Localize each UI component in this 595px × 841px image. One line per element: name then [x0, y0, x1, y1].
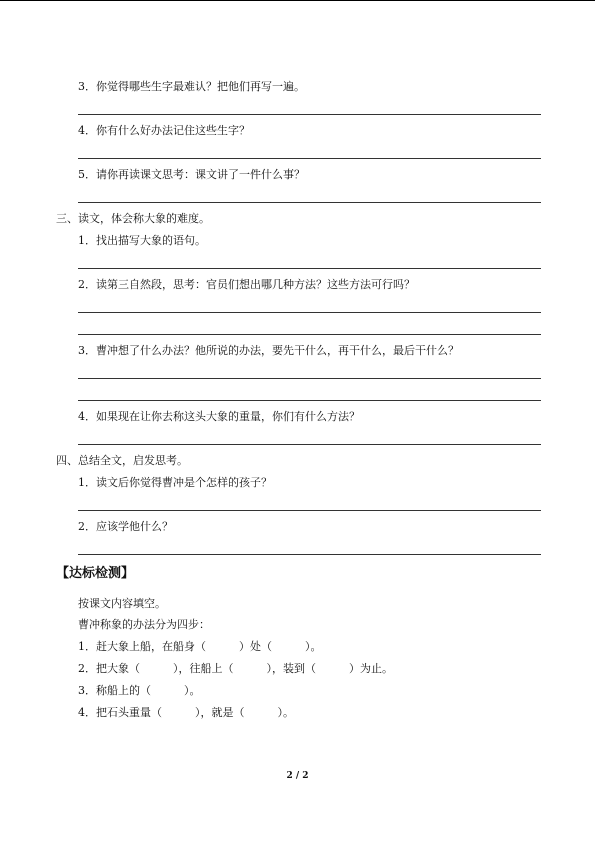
- question-3: 3．你觉得哪些生字最难认？把他们再写一遍。: [78, 80, 305, 93]
- part-4-question-1: 1．读文后你觉得曹冲是个怎样的孩子？: [78, 476, 272, 489]
- part-4-title: 四、总结全文，启发思考。: [56, 454, 188, 467]
- page-number: 2 / 2: [286, 771, 309, 781]
- part-3-question-2: 2．读第三自然段，思考：官员们想出哪几种方法？这些方法可行吗？: [78, 278, 415, 291]
- top-border: [0, 0, 595, 1]
- answer-line[interactable]: [78, 378, 541, 379]
- answer-line[interactable]: [78, 334, 541, 335]
- part-3-question-1: 1．找出描写大象的语句。: [78, 234, 206, 247]
- answer-line[interactable]: [78, 554, 541, 555]
- answer-line[interactable]: [78, 400, 541, 401]
- answer-line[interactable]: [78, 114, 541, 115]
- answer-line[interactable]: [78, 268, 541, 269]
- test-step-1: 1．赶大象上船，在船身（ ）处（ ）。: [78, 640, 322, 653]
- part-3-title: 三、读文，体会称大象的难度。: [56, 212, 210, 225]
- part-3-question-4: 4．如果现在让你去称这头大象的重量，你们有什么方法？: [78, 410, 360, 423]
- answer-line[interactable]: [78, 202, 541, 203]
- test-step-4: 4．把石头重量（ ），就是（ ）。: [78, 706, 294, 719]
- test-step-2: 2．把大象（ ），往船上（ ），装到（ ）为止。: [78, 662, 393, 675]
- part-3-question-3: 3．曹冲想了什么办法？他所说的办法，要先干什么，再干什么，最后干什么？: [78, 344, 459, 357]
- answer-line[interactable]: [78, 312, 541, 313]
- question-4: 4．你有什么好办法记住这些生字？: [78, 124, 250, 137]
- answer-line[interactable]: [78, 510, 541, 511]
- test-heading: 【达标检测】: [56, 566, 135, 581]
- answer-line[interactable]: [78, 444, 541, 445]
- test-instruction: 按课文内容填空。: [78, 597, 166, 610]
- question-5: 5．请你再读课文思考：课文讲了一件什么事？: [78, 168, 305, 181]
- test-intro: 曹冲称象的办法分为四步：: [78, 618, 210, 631]
- part-4-question-2: 2．应该学他什么？: [78, 520, 173, 533]
- answer-line[interactable]: [78, 158, 541, 159]
- test-step-3: 3．称船上的（ ）。: [78, 684, 201, 697]
